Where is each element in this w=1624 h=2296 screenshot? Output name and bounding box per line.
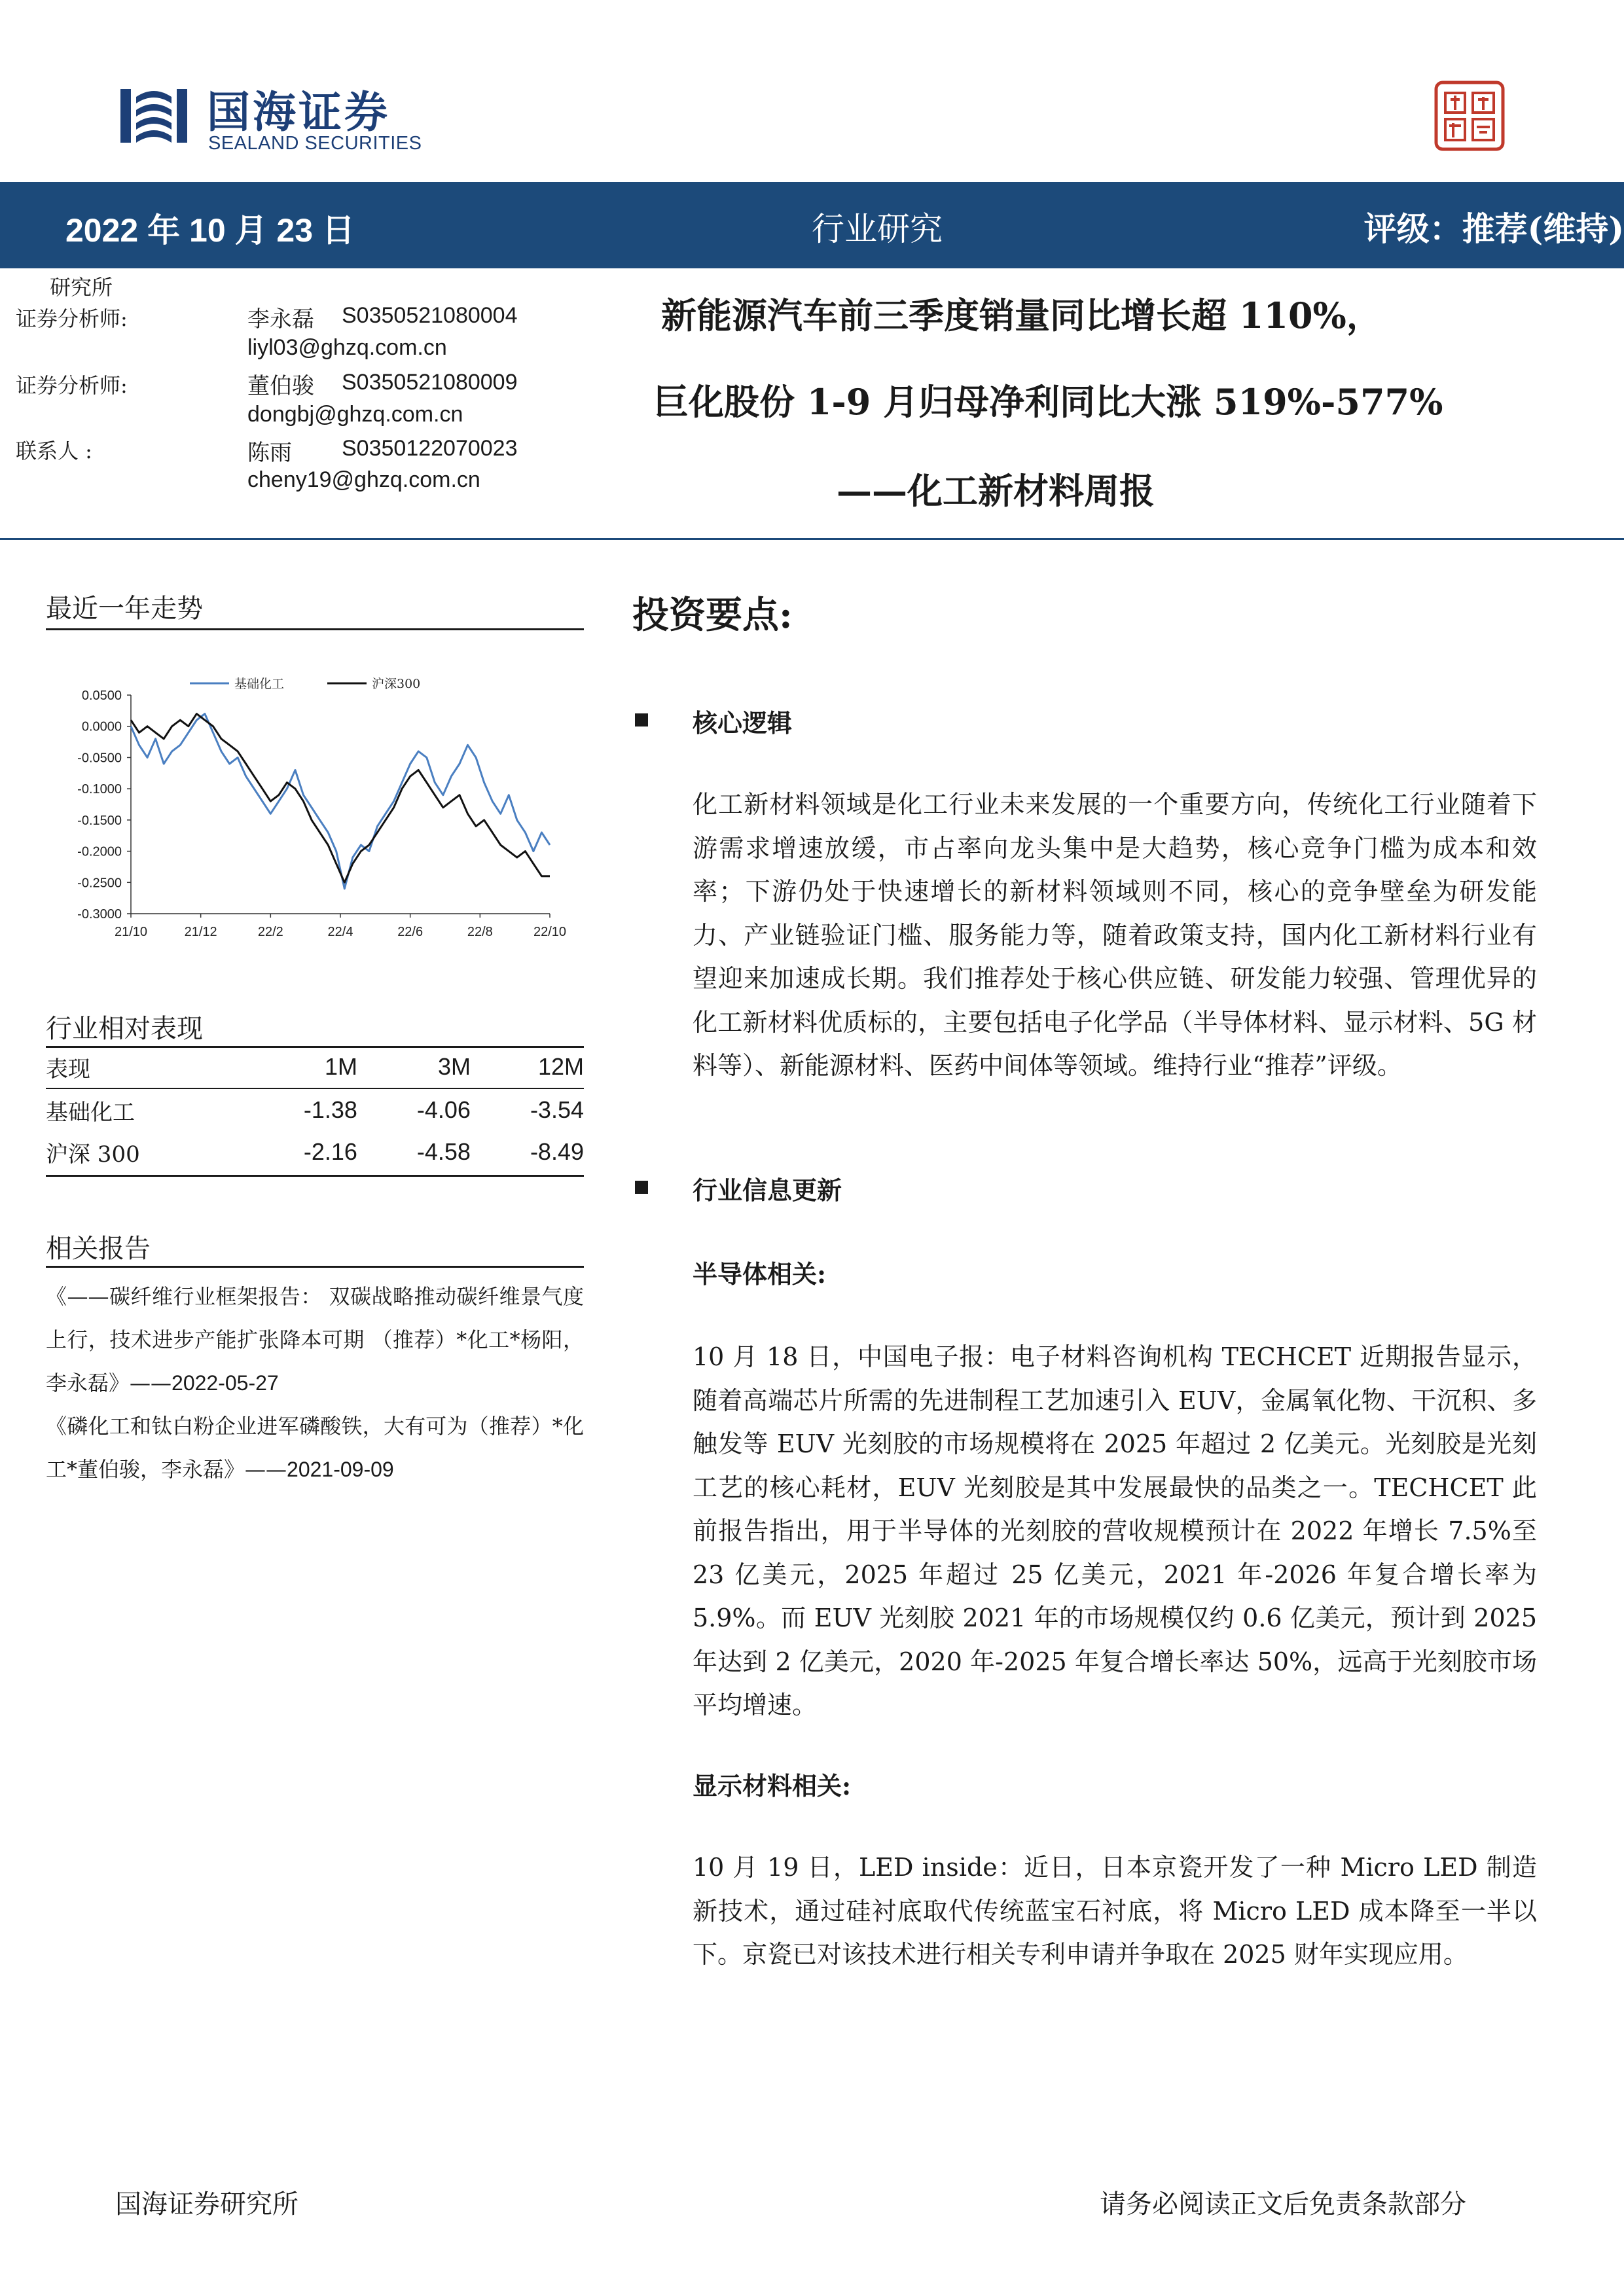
semiconductor-heading: 半导体相关: [693,1259,827,1289]
investment-points-heading: 投资要点: [632,594,793,637]
series-line [131,714,550,883]
analyst-email[interactable]: liyl03@ghzq.com.cn [247,335,447,360]
table-cell: -3.54 [530,1096,584,1123]
row-label: 基础化工 [46,1099,135,1126]
related-heading-rule [46,1266,584,1268]
section-label-industry-update: 行业信息更新 [693,1175,842,1205]
related-report-item[interactable] [46,1275,584,1405]
x-tick-label: 21/12 [184,925,217,939]
related-report-date: 2022-05-27 [171,1371,279,1395]
related-report-date: 2021-09-09 [287,1458,394,1481]
y-tick-label: -0.0500 [77,751,122,766]
analyst-role: 证券分析师: [16,373,128,398]
x-tick-label: 22/2 [257,925,283,939]
x-tick-label: 22/10 [533,925,567,939]
legend-label: 基础化工 [234,677,285,691]
y-tick-label: -0.1500 [77,813,122,828]
column-header: 12M [471,1046,584,1088]
y-tick-label: -0.2500 [77,876,122,891]
related-report-item[interactable] [46,1405,584,1491]
analyst-role: 证券分析师: [16,306,128,331]
report-title-line-1: 新能源汽车前三季度销量同比增长超 110%， [661,295,1382,336]
trend-line-chart [46,669,584,950]
related-heading: 相关报告 [46,1234,151,1264]
legend-label: 沪深300 [372,677,421,691]
column-header: 3M [357,1046,471,1088]
x-tick-label: 21/10 [114,925,148,939]
table-cell: -4.06 [416,1096,471,1123]
table-header-row [46,1046,584,1088]
bullet-square-icon [635,713,648,726]
performance-heading: 行业相对表现 [46,1014,203,1044]
sealand-logo-icon [118,80,190,152]
x-tick-label: 22/6 [397,925,424,939]
related-reports-list [46,1275,584,1491]
report-type: 行业研究 [812,210,943,248]
trend-heading-rule [46,628,584,630]
y-tick-label: 0.0500 [81,689,122,703]
y-tick-label: -0.3000 [77,907,122,922]
report-title-line-2: 巨化股份 1-9 月归母净利同比大涨 519%-577% [653,381,1443,423]
report-title-line-3: ——化工新材料周报 [837,470,1155,512]
table-cell: -2.16 [303,1138,357,1165]
x-tick-label: 22/4 [327,925,353,939]
footer-disclaimer-note: 请务必阅读正文后免责条款部分 [1100,2189,1466,2219]
table-cell: -1.38 [303,1096,357,1123]
contact-email[interactable]: cheny19@ghzq.com.cn [247,467,480,492]
table-row [46,1131,584,1173]
header-divider [0,538,1624,540]
display-heading: 显示材料相关: [693,1771,852,1801]
analyst-name: 李永磊 [247,306,314,332]
analyst-cert-code: S0350521080009 [342,370,518,395]
y-tick-label: -0.2000 [77,844,122,859]
section-label-core-logic: 核心逻辑 [693,708,793,738]
trend-heading: 最近一年走势 [46,594,203,624]
analyst-cert-code: S0350521080004 [342,303,518,328]
related-report-text: 《磷化工和钛白粉企业进军磷酸铁，大有可为（推荐）*化工*董伯骏，李永磊》—— [46,1414,584,1482]
brand-name-cn: 国海证券 [207,87,390,137]
contact-name: 陈雨 [247,440,292,466]
bullet-square-icon [635,1181,648,1194]
related-report-text: 《——碳纤维行业框架报告： 双碳战略推动碳纤维景气度上行，技术进步产能扩张降本可期 （推荐）*化工*杨阳，李永磊》—— [46,1284,584,1395]
research-seal-icon [1434,80,1506,152]
brand-name-en: SEALAND SECURITIES [208,133,422,154]
contact-cert-code: S0350122070023 [342,436,518,461]
institute-label: 研究所 [50,275,113,300]
table-cell: -4.58 [416,1138,471,1165]
analyst-name: 董伯骏 [247,373,314,399]
footer-institute: 国海证券研究所 [115,2189,298,2219]
y-tick-label: -0.1000 [77,782,122,797]
y-tick-label: 0.0000 [81,719,122,734]
semiconductor-paragraph: 10 月 18 日，中国电子报：电子材料咨询机构 TECHCET 近期报告显示，随着高端芯片所需的先进制程工艺加速引入 EUV，金属氧化物、干沉积、多触发等 EUV 光刻胶的市场规模将在 2025 年超过 2 亿美元。光刻胶是光刻工艺的核心耗材，EUV 光刻胶是其中发展最快的品类之一。TECHCET 此前报告指出，用于半导体的光刻胶的营收规模预计在 2022 年增长 7.5%至 23 亿美元，2025 年超过 25 亿美元，2021 年-2026 年复合增长率为 5.9%。而 EUV 光刻胶 2021 年的市场规模仅约 0.6 亿美元，预计到 2025 年达到 2 亿美元，2020 年-2025 年复合增长率达 50%，远高于光刻胶市场平均增速。 [693,1342,1537,1719]
core-logic-paragraph: 化工新材料领域是化工行业未来发展的一个重要方向，传统化工行业随着下游需求增速放缓，市占率向龙头集中是大趋势，核心竞争门槛为成本和效率；下游仍处于快速增长的新材料领域则不同，核心的竞争壁垒为研发能力、产业链验证门槛、服务能力等，随着政策支持，国内化工新材料行业有望迎来加速成长期。我们推荐处于核心供应链、研发能力较强、管理优异的化工新材料优质标的，主要包括电子化学品（半导体材料、显示材料、5G 材料等）、新能源材料、医药中间体等领域。维持行业“推荐”评级。 [693,790,1537,1080]
display-paragraph: 10 月 19 日，LED inside：近日，日本京瓷开发了一种 Micro LED 制造新技术，通过硅衬底取代传统蓝宝石衬底，将 Micro LED 成本降至一半以下。京瓷已对该技术进行相关专利申请并争取在 2025 财年实现应用。 [693,1853,1537,1969]
table-row [46,1088,584,1131]
table-cell: -8.49 [530,1138,584,1165]
performance-table [46,1046,584,1173]
column-header: 1M [244,1046,357,1088]
x-tick-label: 22/8 [467,925,493,939]
analyst-email[interactable]: dongbj@ghzq.com.cn [247,402,463,427]
report-date: 2022 年 10 月 23 日 [65,212,355,249]
industry-rating: 评级：推荐(维持) [1363,209,1624,248]
performance-bottom-rule [46,1175,584,1177]
contact-role: 联系人 : [16,439,92,463]
row-label: 沪深 300 [46,1141,140,1168]
series-line [131,714,550,889]
column-header: 表现 [46,1046,244,1088]
